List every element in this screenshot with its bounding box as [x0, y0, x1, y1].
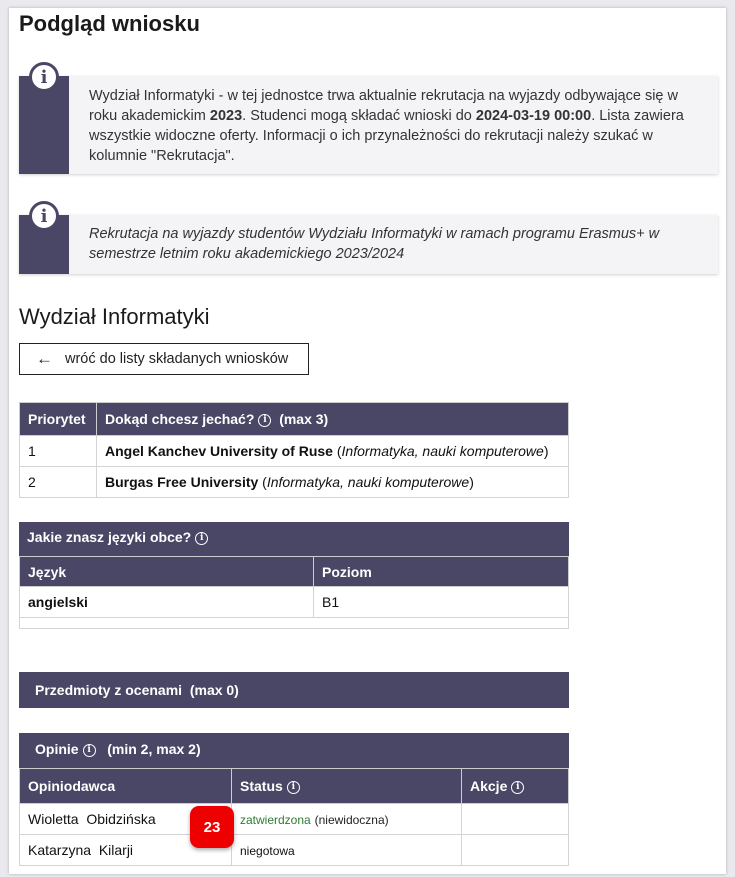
column-destination: Dokąd chcesz jechać? i (max 3) [97, 403, 569, 436]
reviewer-cell: Katarzyna Kilarji [20, 835, 232, 866]
status-approved: zatwierdzona [240, 813, 311, 827]
actions-cell [462, 835, 569, 866]
info-icon: i [29, 62, 59, 92]
info-icon[interactable]: i [511, 781, 524, 794]
faculty-title: Wydział Informatyki [19, 304, 210, 329]
arrow-left-icon: ← [36, 349, 53, 368]
subjects-section-header: Przedmioty z ocenami (max 0) [19, 672, 569, 708]
languages-section-header: Jakie znasz języki obce? i [19, 522, 569, 556]
priority-cell: 2 [20, 467, 97, 498]
language-cell: angielski [20, 587, 314, 618]
destination-cell: Angel Kanchev University of Ruse (Informatyka, nauki komputerowe) [97, 436, 569, 467]
info-icon[interactable]: i [258, 414, 271, 427]
level-cell: B1 [314, 587, 569, 618]
column-status: Status i [232, 769, 462, 804]
column-language: Język [20, 557, 314, 587]
info-icon[interactable]: i [83, 744, 96, 757]
info-icon[interactable]: i [195, 532, 208, 545]
table-row [20, 467, 569, 498]
actions-cell [462, 804, 569, 835]
recruitment-info-box [19, 66, 718, 174]
page-title: Podgląd wniosku [19, 11, 200, 36]
destinations-table [19, 402, 569, 498]
table-row [20, 804, 569, 835]
status-cell [232, 835, 462, 866]
column-reviewer: Opiniodawca [20, 769, 232, 804]
back-to-applications-button[interactable] [19, 343, 309, 375]
destination-cell: Burgas Free University (Informatyka, nauki komputerowe) [97, 467, 569, 498]
recruitment-deadline: 2024-03-19 00:00 [475, 108, 592, 124]
status-cell: zatwierdzona (niewidoczna) [232, 804, 462, 835]
table-row [20, 587, 569, 618]
recruitment-description-box [19, 205, 718, 274]
info-icon: i [29, 201, 59, 231]
column-actions: Akcje i [462, 769, 569, 804]
info-icon[interactable]: i [287, 781, 300, 794]
priority-cell: 1 [20, 436, 97, 467]
column-level: Poziom [314, 557, 569, 587]
recruitment-year: 2023 [209, 108, 243, 124]
reviewer-cell: Wioletta Obidzińska [20, 804, 232, 835]
column-priority: Priorytet [20, 403, 97, 436]
opinions-table [19, 768, 569, 866]
recruitment-description-text: Rekrutacja na wyjazdy studentów Wydziału Informatyki w ramach programu Erasmus+ w semestrze letnim roku akademickiego 2023/2024 [89, 226, 660, 262]
application-preview-page [9, 8, 726, 874]
table-row [20, 835, 569, 866]
languages-table [19, 556, 569, 629]
recruitment-info-text: Wydział Informatyki - w tej jednostce trwa aktualnie rekrutacja na wyjazdy odbywające się w roku akademickim 2023. Studenci mogą składać wnioski do 2024-03-19 00:00. Lista zawiera wszystkie widoczne oferty. Informacji o ich przynależności do rekrutacji należy szukać w kolumnie "Rekrutacja". [89, 88, 684, 164]
back-button-label: wróć do listy składanych wniosków [65, 351, 289, 367]
status-not-ready: niegotowa [240, 844, 295, 858]
opinions-section-header: Opinie i (min 2, max 2) [19, 733, 569, 768]
notification-badge[interactable]: 23 [190, 806, 234, 848]
table-row [20, 436, 569, 467]
